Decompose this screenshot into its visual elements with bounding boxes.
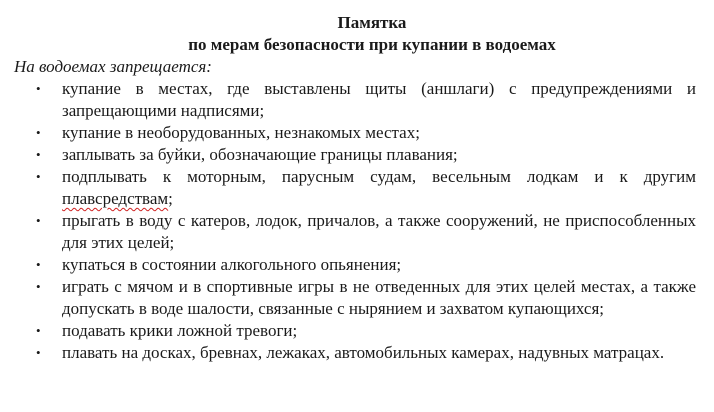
bullet-icon: • <box>36 213 41 228</box>
bullet-icon: • <box>36 279 41 294</box>
list-item <box>36 122 696 144</box>
list-item-text: купание в местах, где выставлены щиты (аншлаги) с предупреждениями и запрещающими надписями; <box>62 79 696 120</box>
list-item <box>36 78 696 122</box>
list-item <box>36 210 696 254</box>
list-item-text: прыгать в воду с катеров, лодок, причалов, а также сооружений, не приспособленных для этих целей; <box>62 211 696 252</box>
list-item <box>36 254 696 276</box>
list-item-text: играть с мячом и в спортивные игры в не отведенных для этих целей местах, а также допускать в воде шалости, связанные с нырянием и захватом купающихся; <box>62 277 696 318</box>
list-item-text: подавать крики ложной тревоги; <box>62 321 298 340</box>
list-item-text: заплывать за буйки, обозначающие границы плавания; <box>62 145 458 164</box>
bullet-icon: • <box>36 81 41 96</box>
bullet-icon: • <box>36 257 41 272</box>
list-item <box>36 342 696 364</box>
prohibitions-intro: На водоемах запрещается: <box>14 57 212 76</box>
list-item-text <box>62 167 696 208</box>
bullet-icon: • <box>36 169 41 184</box>
list-item <box>36 320 696 342</box>
list-item-text-end: ; <box>168 189 173 208</box>
list-item <box>36 144 696 166</box>
list-item-text-start: подплывать к моторным, парусным судам, весельным лодкам и к другим <box>62 167 696 186</box>
spellcheck-flagged-word[interactable]: плавсредствам <box>62 189 169 208</box>
prohibitions-list <box>0 78 714 364</box>
bullet-icon: • <box>36 345 41 360</box>
document-title: Памятка <box>337 13 407 32</box>
list-item <box>36 276 696 320</box>
bullet-icon: • <box>36 147 41 162</box>
list-item-text: плавать на досках, бревнах, лежаках, автомобильных камерах, надувных матрацах. <box>62 343 665 362</box>
document-page <box>0 12 714 364</box>
list-item-text: купаться в состоянии алкогольного опьянения; <box>62 255 402 274</box>
list-item <box>36 166 696 210</box>
list-item-text: купание в необорудованных, незнакомых местах; <box>62 123 420 142</box>
document-subtitle: по мерам безопасности при купании в водоемах <box>188 35 556 54</box>
bullet-icon: • <box>36 323 41 338</box>
bullet-icon: • <box>36 125 41 140</box>
